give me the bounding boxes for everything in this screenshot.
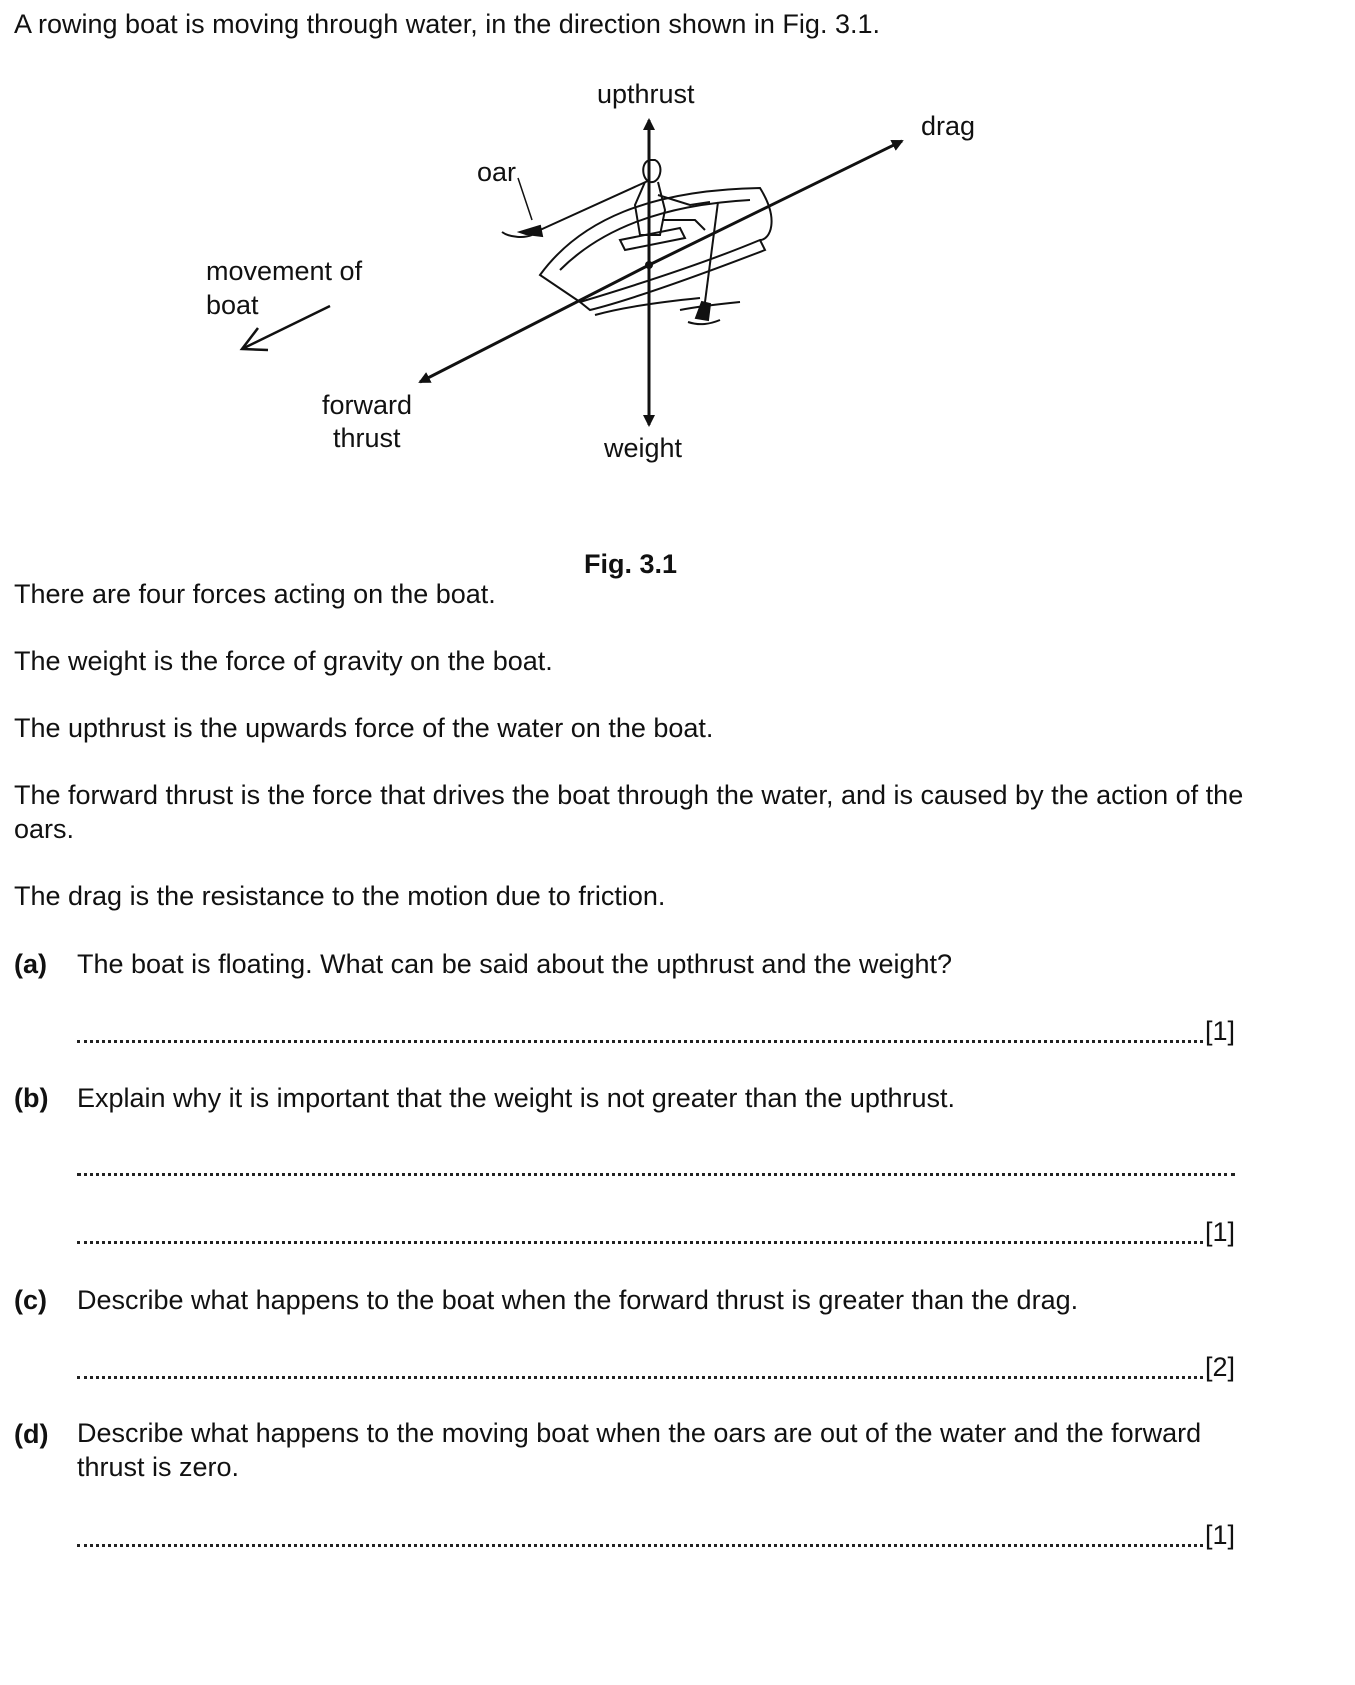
label-movement-of: movement of — [206, 256, 363, 286]
label-upthrust: upthrust — [597, 79, 695, 109]
question-a-label: (a) — [14, 949, 47, 979]
question-d-label: (d) — [14, 1419, 49, 1449]
answer-line-c[interactable] — [77, 1376, 1203, 1379]
paragraph-5: The drag is the resistance to the motion due to friction. — [14, 881, 666, 911]
paragraph-1: There are four forces acting on the boat. — [14, 579, 496, 609]
figure-caption: Fig. 3.1 — [584, 549, 678, 579]
label-drag: drag — [921, 111, 976, 141]
paragraph-4: The forward thrust is the force that drives the boat through the water, and is caused by the action of the oars. — [14, 780, 1244, 844]
marks-c: [2] — [1205, 1352, 1236, 1382]
question-a-text: The boat is floating. What can be said about the upthrust and the weight? — [77, 949, 953, 979]
answer-line-b1[interactable] — [77, 1173, 1235, 1176]
label-forward: forward — [322, 390, 413, 420]
question-c-label: (c) — [14, 1285, 47, 1315]
intro-text: A rowing boat is moving through water, in the direction shown in Fig. 3.1. — [14, 9, 880, 39]
marks-b: [1] — [1205, 1217, 1236, 1247]
paragraph-3: The upthrust is the upwards force of the water on the boat. — [14, 713, 714, 743]
forward-thrust-arrow — [420, 265, 649, 382]
question-d-text: Describe what happens to the moving boat when the oars are out of the water and the forward thrust is zero. — [77, 1418, 1202, 1482]
answer-line-d[interactable] — [77, 1544, 1203, 1547]
paragraph-2: The weight is the force of gravity on the boat. — [14, 646, 553, 676]
label-weight: weight — [604, 433, 683, 463]
marks-a: [1] — [1205, 1016, 1236, 1046]
label-thrust: thrust — [333, 423, 401, 453]
question-b-text: Explain why it is important that the weight is not greater than the upthrust. — [77, 1083, 955, 1113]
answer-line-a[interactable] — [77, 1040, 1203, 1043]
marks-d: [1] — [1205, 1520, 1236, 1550]
question-b-label: (b) — [14, 1083, 49, 1113]
label-oar: oar — [477, 157, 517, 187]
answer-line-b2[interactable] — [77, 1241, 1203, 1244]
question-c-text: Describe what happens to the boat when the forward thrust is greater than the drag. — [77, 1285, 1079, 1315]
label-boat: boat — [206, 290, 259, 320]
boat-drawing — [502, 160, 772, 324]
